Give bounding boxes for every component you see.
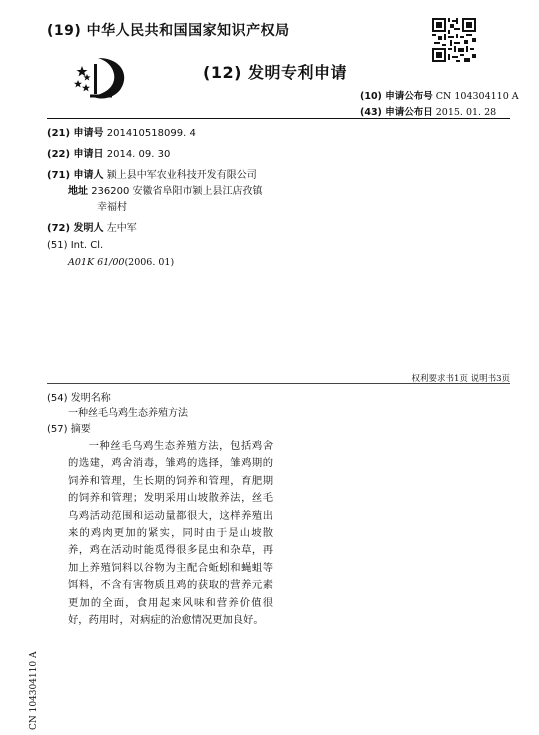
- application-number-value: 201410518099. 4: [106, 128, 196, 139]
- applicant-value: 颍上县中军农业科技开发有限公司: [106, 170, 257, 181]
- inventor-value: 左中军: [106, 223, 137, 234]
- abstract-label: (57) 摘要: [47, 424, 91, 435]
- publication-number-value: CN 104304110 A: [435, 91, 519, 102]
- filing-date-label: (22) 申请日: [47, 149, 104, 160]
- publication-number-label: (10) 申请公布号: [360, 91, 433, 102]
- header-divider: [47, 118, 510, 119]
- side-publication-code: CN 104304110 A: [29, 651, 39, 730]
- application-number-label: (21) 申请号: [47, 128, 104, 139]
- applicant-label: (71) 申请人: [47, 170, 104, 181]
- address-line-1: 236200 安徽省阜阳市颍上县江店孜镇: [91, 186, 263, 197]
- address-line-2: 幸福村: [97, 202, 127, 213]
- office-name: (19) 中华人民共和国国家知识产权局: [47, 23, 290, 39]
- inventor-label: (72) 发明人: [47, 223, 104, 234]
- invention-title: 一种丝毛乌鸡生态养殖方法: [68, 408, 188, 419]
- intcl-label: (51) Int. Cl.: [47, 240, 104, 251]
- abstract-text: 一种丝毛乌鸡生态养殖方法，包括鸡舍的选建，鸡舍消毒，雏鸡的选择，雏鸡期的饲养和管理，生长期的饲养和管理，育肥期的饲养和管理；发明采用山坡散养法，丝毛乌鸡活动范围和运动量都很大，这样养殖出来的鸡肉更加的紧实，同时由于是山坡散养，鸡在活动时能觅得很多昆虫和杂草，再加上养殖饲料以谷物为主配合蚯蚓和蝇蛆等饵料，不含有害物质且鸡的获取的营养元素更加的全面，食用起来风味和营养价值很好，药用时，对病症的治愈情况更加良好。: [68, 440, 273, 627]
- publication-date-row: [360, 104, 496, 118]
- intcl-value: A01K 61/00: [68, 257, 125, 268]
- qr-code-icon: [432, 18, 476, 62]
- intcl-year: (2006. 01): [124, 257, 175, 268]
- address-label: 地址: [68, 186, 88, 197]
- applicant-row: [47, 166, 257, 181]
- publication-number-row: [360, 88, 519, 102]
- publication-date-value: 2015. 01. 28: [435, 107, 497, 118]
- filing-date-row: [47, 145, 170, 160]
- page-count-note: 权利要求书1页 说明书3页: [411, 374, 510, 384]
- application-number-row: [47, 124, 196, 139]
- invention-title-label: (54) 发明名称: [47, 393, 111, 404]
- publication-date-label: (43) 申请公布日: [360, 107, 433, 118]
- document-type: (12) 发明专利申请: [203, 63, 347, 82]
- address-row: [68, 182, 263, 197]
- inventor-row: [47, 219, 137, 234]
- abstract-divider: [47, 383, 510, 384]
- filing-date-value: 2014. 09. 30: [106, 149, 171, 160]
- intcl-row: [68, 257, 174, 268]
- office-emblem-icon: [72, 54, 132, 102]
